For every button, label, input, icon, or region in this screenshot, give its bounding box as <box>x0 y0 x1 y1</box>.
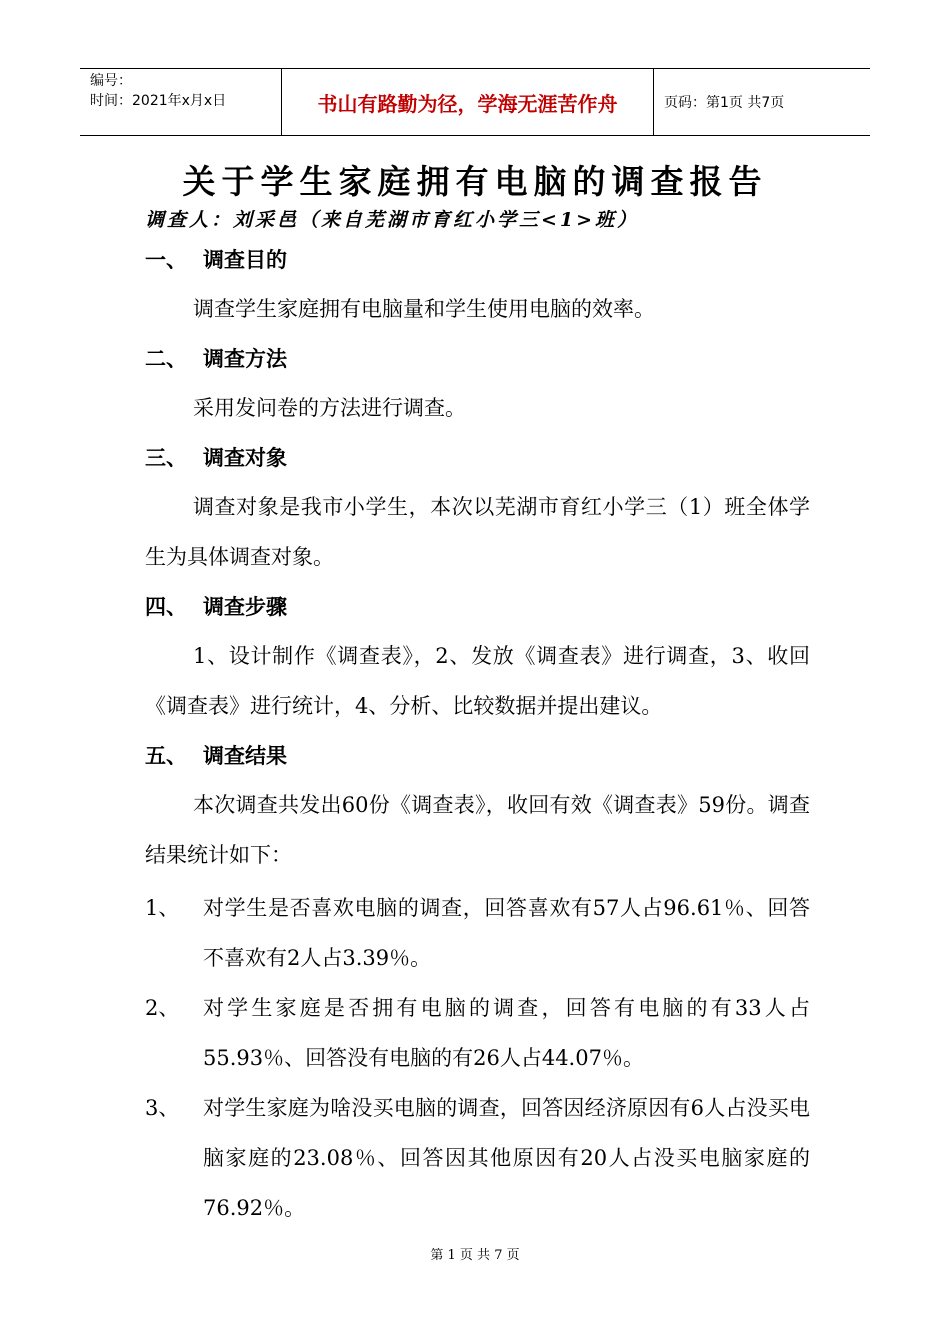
section-number: 一、 <box>145 248 187 272</box>
section-title: 调查方法 <box>203 347 287 371</box>
section-number: 三、 <box>145 446 187 470</box>
section-title: 调查对象 <box>203 446 287 470</box>
section-paragraph: 调查学生家庭拥有电脑量和学生使用电脑的效率。 <box>193 297 655 321</box>
section-heading <box>145 337 810 381</box>
header-number-label: 编号： <box>90 73 132 89</box>
page-header <box>80 68 870 136</box>
section-number: 四、 <box>145 595 187 619</box>
document-body <box>145 238 810 1233</box>
document-title: 关于学生家庭拥有电脑的调查报告 <box>182 162 768 201</box>
header-info-cell <box>80 69 282 135</box>
header-page-label: 页码：第1页 共7页 <box>664 95 785 111</box>
section-number: 五、 <box>145 744 187 768</box>
section-heading <box>145 585 810 629</box>
section-paragraph: 调查对象是我市小学生，本次以芜湖市育红小学三（1）班全体学生为具体调查对象。 <box>145 495 810 569</box>
result-number: 1、 <box>145 896 180 920</box>
surveyor-line: 调查人：刘采邑（来自芜湖市育红小学三<1>班） <box>145 209 640 231</box>
result-item <box>145 1083 810 1233</box>
section-heading <box>145 436 810 480</box>
section-title: 调查目的 <box>203 248 287 272</box>
page-footer: 第 1 页 共 7 页 <box>430 1248 520 1263</box>
header-motto: 书山有路勤为径，学海无涯苦作舟 <box>282 69 654 135</box>
result-text: 对学生家庭为啥没买电脑的调查，回答因经济原因有6人占没买电脑家庭的23.08％、回答因其他原因有20人占没买电脑家庭的76.92％。 <box>203 1096 810 1220</box>
result-item <box>145 883 810 983</box>
section-paragraph: 采用发问卷的方法进行调查。 <box>193 396 466 420</box>
result-item <box>145 983 810 1083</box>
section-title: 调查结果 <box>203 744 287 768</box>
section-number: 二、 <box>145 347 187 371</box>
section-heading <box>145 238 810 282</box>
result-text: 对学生是否喜欢电脑的调查，回答喜欢有57人占96.61％、回答不喜欢有2人占3.39％。 <box>203 896 810 970</box>
header-date-label: 时间：2021年x月x日 <box>90 93 227 109</box>
result-number: 2、 <box>145 996 180 1020</box>
section-paragraph: 1、设计制作《调查表》，2、发放《调查表》进行调查，3、收回《调查表》进行统计，4、分析、比较数据并提出建议。 <box>145 644 810 718</box>
section-title: 调查步骤 <box>203 595 287 619</box>
result-number: 3、 <box>145 1096 180 1120</box>
section-heading <box>145 734 810 778</box>
section-paragraph: 本次调查共发出60份《调查表》，收回有效《调查表》59份。调查结果统计如下： <box>145 793 810 867</box>
result-text: 对学生家庭是否拥有电脑的调查，回答有电脑的有33人占55.93％、回答没有电脑的有26人占44.07％。 <box>203 996 810 1070</box>
